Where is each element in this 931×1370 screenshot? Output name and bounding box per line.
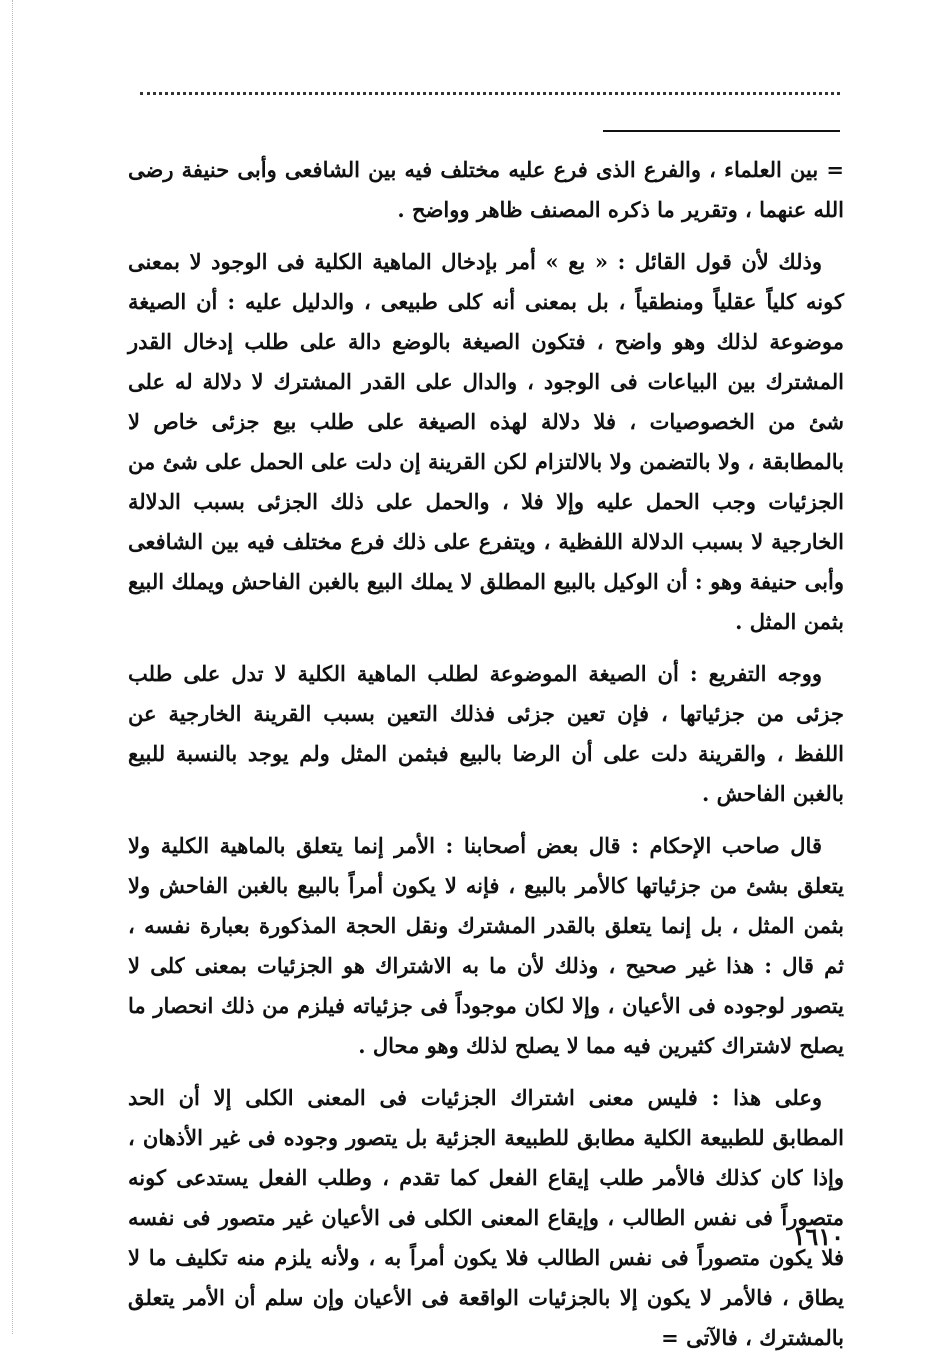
- paragraph-4: قال صاحب الإحكام : قال بعض أصحابنا : الأمر إنما يتعلق بالماهية الكلية ولا يتعلق بشئ من جزئياتها كالأمر بالبيع ، فإنه لا يكون أمراً بالبيع بالغبن الفاحش ولا بثمن المثل ، بل إنما يتعلق بالقدر المشترك ونقل الحجة المذكورة بعبارة نفسه ، ثم قال : هذا غير صحيح ، وذلك لأن ما به الاشتراك هو الجزئيات بمعنى كلى لا يتصور لوجوده فى الأعيان ، وإلا لكان موجوداً فى جزئياته فيلزم من ذلك انحصار ما يصلح لاشتراك كثيرين فيه مما لا يصلح لذلك وهو محال .: [128, 833, 844, 1058]
- paragraph-3: ووجه التفريع : أن الصيغة الموضوعة لطلب الماهية الكلية لا تدل على طلب جزئى من جزئياتها ، فإن تعين جزئى فذلك التعين بسبب القرينة الخارجية عن اللفظ ، والقرينة دلت على أن الرضا بالبيع فبثمن المثل ولم يوجد بالنسبة للبيع بالغبن الفاحش .: [128, 661, 844, 806]
- paragraph-1: = بين العلماء ، والفرع الذى فرع عليه مختلف فيه بين الشافعى وأبى حنيفة رضى الله عنهما ، وتقرير ما ذكره المصنف ظاهر وواضح .: [128, 157, 844, 222]
- footnote-separator-rule: [603, 130, 840, 132]
- page-number: ١٦١٠: [792, 1222, 844, 1251]
- paragraph-2: وذلك لأن قول القائل : « بع » أمر بإدخال الماهية الكلية فى الوجود لا بمعنى كونه كلياً عقلياً ومنطقياً ، بل بمعنى أنه كلى طبيعى ، والدليل عليه : أن الصيغة موضوعة لذلك وهو واضح ، فتكون الصيغة بالوضع دالة على طلب إدخال القدر المشترك بين البياعات فى الوجود ، والدال على القدر المشترك لا دلالة له على شئ من الخصوصيات ، فلا دلالة لهذه الصيغة على طلب بيع جزئى خاص لا بالمطابقة ، ولا بالتضمن ولا بالالتزام لكن القرينة إن دلت على الحمل على شئ من الجزئيات وجب الحمل عليه وإلا فلا ، والحمل على ذلك الجزئى بسبب الدلالة الخارجية لا بسبب الدلالة اللفظية ، ويتفرع على ذلك فرع مختلف فيه بين الشافعى وأبى حنيفة وهو : أن الوكيل بالبيع المطلق لا يملك البيع بالغبن الفاحش ويملك البيع بثمن المثل .: [128, 249, 844, 634]
- header-dotted-rule: [140, 92, 840, 95]
- paragraph-5: وعلى هذا : فليس معنى اشتراك الجزئيات فى المعنى الكلى إلا أن الحد المطابق للطبيعة الكلية مطابق للطبيعة الجزئية بل يتصور وجوده فى غير الأذهان ، وإذا كان كذلك فالأمر طلب إيقاع الفعل كما تقدم ، وطلب الفعل يستدعى كونه متصوراً فى نفس الطالب ، وإيقاع المعنى الكلى فى الأعيان غير متصور فى نفسه فلا يكون متصوراً فى نفس الطالب فلا يكون أمراً به ، ولأنه يلزم منه تكليف ما لا يطاق ، فالأمر لا يكون إلا بالجزئيات الواقعة فى الأعيان وإن سلم أن الأمر يتعلق بالمشترك ، فالآتى =: [128, 1085, 844, 1350]
- footnote-text-body: [128, 150, 844, 1370]
- scan-edge-line: [12, 0, 13, 1334]
